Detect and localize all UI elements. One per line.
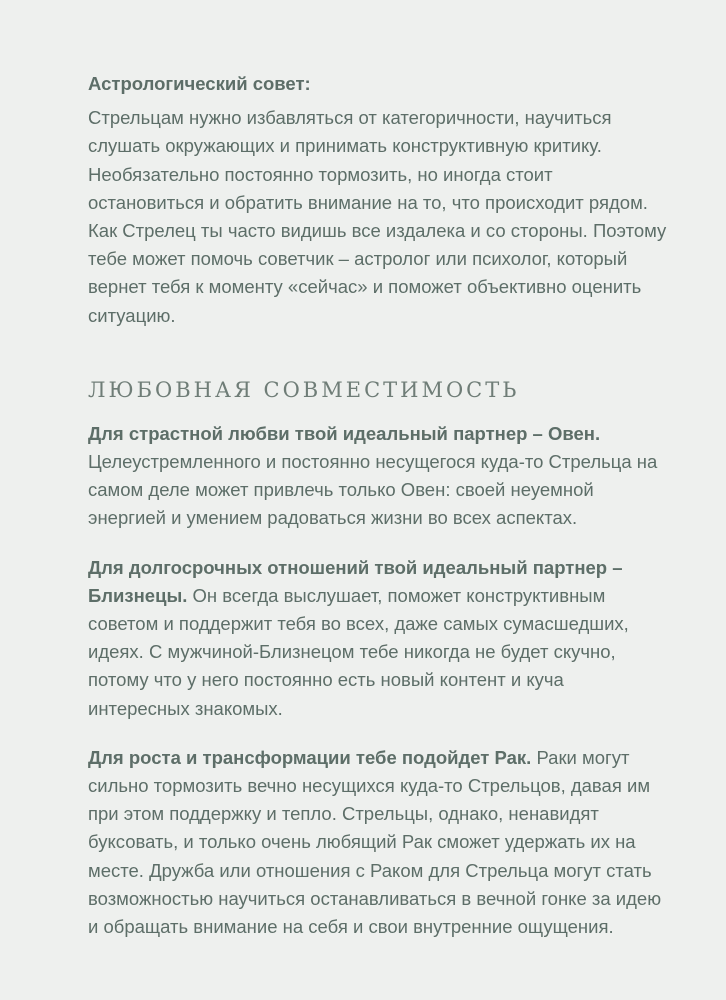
section-heading: ЛЮБОВНАЯ СОВМЕСТИМОСТЬ (88, 377, 520, 402)
growth-text: Раки могут сильно тормозить вечно несущихся куда-то Стрельцов, давая им при этом поддержку и тепло. Стрельцы, однако, ненавидят буксовать, и только очень любящий Рак сможет удержать их на месте. Дружба или отношения с Раком для Стрельца могут стать возможностью научиться останавливаться в вечной гонке за идею и обращать внимание на себя и свои внутренние ощущения. (88, 746, 662, 938)
longterm-lead: Для долгосрочных отношений твой идеальный партнер – Близнецы. (88, 556, 623, 606)
page-content (88, 70, 668, 962)
growth-lead: Для роста и трансформации тебе подойдет Рак. (88, 746, 532, 768)
passion-lead: Для страстной любви твой идеальный партнер – Овен. (88, 422, 601, 444)
passion-text: Целеустремленного и постоянно несущегося куда-то Стрельца на самом деле может привлечь только Овен: своей неуемной энергией и умением радоваться жизни во всех аспектах. (88, 451, 658, 529)
longterm-paragraph (88, 554, 668, 723)
growth-paragraph (88, 744, 668, 941)
advice-title: Астрологический совет: (88, 73, 311, 94)
passion-paragraph (88, 420, 668, 533)
longterm-text: Он всегда выслушает, поможет конструктивным советом и поддержит тебя во всех, даже самых сумасшедших, идеях. С мужчиной-Близнецом тебе никогда не будет скучно, потому что у него постоянно есть новый контент и куча интересных знакомых. (88, 584, 629, 719)
advice-paragraph: Стрельцам нужно избавляться от категоричности, научиться слушать окружающих и принимать конструктивную критику. Необязательно постоянно тормозить, но иногда стоит остановиться и обратить внимание на то, что происходит рядом. Как Стрелец ты часто видишь все издалека и со стороны. Поэтому тебе может помочь советчик – астролог или психолог, который вернет тебя к моменту «сейчас» и поможет объективно оценить ситуацию. (88, 107, 667, 326)
